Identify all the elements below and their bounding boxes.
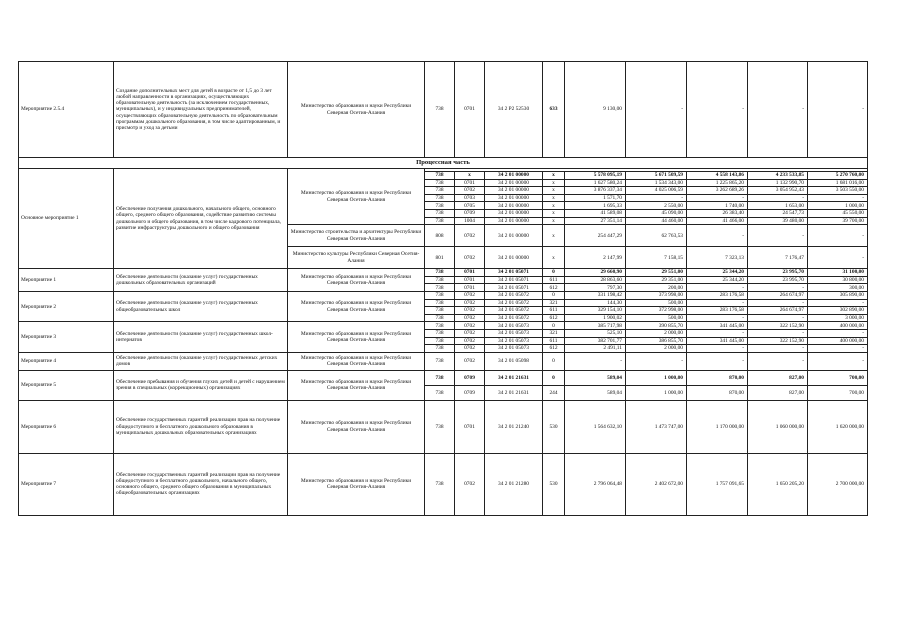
vr-cell: 0 <box>543 291 565 299</box>
table-row <box>19 158 868 169</box>
grbs-cell: 738 <box>425 202 455 210</box>
value-2020-cell: 2 000,00 <box>626 345 687 353</box>
value-2021-cell: 1 740,00 <box>687 202 748 210</box>
vr-cell: x <box>543 225 565 247</box>
value-2021-cell: - <box>687 314 748 322</box>
rzpr-cell: 0702 <box>455 453 485 515</box>
vr-cell: 611 <box>543 276 565 284</box>
value-2019-cell: 29 660,90 <box>565 269 626 277</box>
value-2019-cell: - <box>565 352 626 370</box>
value-2023-cell: - <box>808 352 868 370</box>
value-2019-cell: 254 447,29 <box>565 225 626 247</box>
rzpr-cell: 0709 <box>455 370 485 385</box>
value-2021-cell: - <box>687 62 748 158</box>
vr-cell: 612 <box>543 314 565 322</box>
value-2019-cell: 144,30 <box>565 299 626 307</box>
grbs-cell: 738 <box>425 453 455 515</box>
grbs-cell: 738 <box>425 352 455 370</box>
value-2022-cell: 3 054 952,43 <box>748 187 808 195</box>
rzpr-cell: 0703 <box>455 194 485 202</box>
vr-cell: x <box>543 179 565 187</box>
rzpr-cell: 0702 <box>455 345 485 353</box>
value-2022-cell: 24 547,73 <box>748 209 808 217</box>
rzpr-cell: 0705 <box>455 202 485 210</box>
value-2021-cell: 283 176,58 <box>687 307 748 315</box>
activity-title: Мероприятие 4 <box>19 352 114 370</box>
vr-cell: 612 <box>543 284 565 292</box>
value-2021-cell: 41 466,00 <box>687 217 748 225</box>
value-2019-cell: 589,04 <box>565 370 626 385</box>
csr-cell: 34 2 01 05073 <box>485 329 543 337</box>
value-2023-cell: 300,00 <box>808 284 868 292</box>
value-2022-cell: 1 060 000,00 <box>748 400 808 453</box>
value-2023-cell: 700,00 <box>808 385 868 400</box>
value-2023-cell: - <box>808 299 868 307</box>
value-2019-cell: 525,10 <box>565 329 626 337</box>
csr-cell: 34 2 01 21280 <box>485 453 543 515</box>
value-2022-cell: 322 152,90 <box>748 322 808 330</box>
value-2023-cell: 30 800,00 <box>808 276 868 284</box>
value-2022-cell: - <box>748 194 808 202</box>
table-row <box>19 352 868 370</box>
value-2021-cell: - <box>687 194 748 202</box>
value-2019-cell: 41 589,08 <box>565 209 626 217</box>
rzpr-cell: 0702 <box>455 187 485 195</box>
responsible-org: Министерство образования и науки Республики Северная Осетия-Алания <box>288 370 425 400</box>
value-2020-cell: 500,00 <box>626 314 687 322</box>
csr-cell: 34 2 01 21240 <box>485 400 543 453</box>
value-2022-cell: 1 650 205,20 <box>748 453 808 515</box>
value-2023-cell: 302 890,00 <box>808 307 868 315</box>
value-2023-cell: 2 700 000,00 <box>808 453 868 515</box>
rzpr-cell: 0701 <box>455 179 485 187</box>
rzpr-cell: 0702 <box>455 299 485 307</box>
grbs-cell: 738 <box>425 62 455 158</box>
value-2020-cell: 5 671 509,59 <box>626 172 687 180</box>
value-2021-cell: 1 170 000,00 <box>687 400 748 453</box>
table-row <box>19 400 868 453</box>
grbs-cell: 738 <box>425 269 455 277</box>
value-2023-cell: 400 000,00 <box>808 322 868 330</box>
value-2019-cell: 28 863,60 <box>565 276 626 284</box>
rzpr-cell: 0702 <box>455 322 485 330</box>
csr-cell: 34 2 01 00000 <box>485 217 543 225</box>
activity-description: Обеспечение пребывания и обучения глухих детей и детей с нарушением зрения в специальных (коррекционных) организациях <box>114 370 288 400</box>
vr-cell: x <box>543 202 565 210</box>
value-2022-cell: - <box>748 352 808 370</box>
value-2021-cell: 1 757 091,65 <box>687 453 748 515</box>
grbs-cell: 738 <box>425 217 455 225</box>
activity-title: Мероприятие 7 <box>19 453 114 515</box>
value-2022-cell: 1 132 990,70 <box>748 179 808 187</box>
value-2022-cell: 264 674,97 <box>748 307 808 315</box>
responsible-org: Министерство образования и науки Республики Северная Осетия-Алания <box>288 352 425 370</box>
rzpr-cell: 0702 <box>455 307 485 315</box>
responsible-org: Министерство образования и науки Республики Северная Осетия-Алания <box>288 322 425 352</box>
grbs-cell: 738 <box>425 194 455 202</box>
value-2020-cell: - <box>626 62 687 158</box>
value-2021-cell: 25 344,20 <box>687 269 748 277</box>
section-title: Процессная часть <box>19 158 868 169</box>
vr-cell: 0 <box>543 269 565 277</box>
responsible-org: Министерство образования и науки Республики Северная Осетия-Алания <box>288 400 425 453</box>
value-2020-cell: 29 351,00 <box>626 276 687 284</box>
activity-title: Мероприятие 6 <box>19 400 114 453</box>
activity-description: Обеспечение государственных гарантий реализации прав на получение общедоступного и бесплатного дошкольного образования в муниципальных дошкольных образовательных организациях <box>114 400 288 453</box>
value-2022-cell: - <box>748 225 808 247</box>
value-2019-cell: 331 198,42 <box>565 291 626 299</box>
grbs-cell: 738 <box>425 337 455 345</box>
value-2019-cell: 2 147,99 <box>565 247 626 269</box>
value-2023-cell: 1 000,00 <box>808 202 868 210</box>
grbs-cell: 738 <box>425 299 455 307</box>
value-2022-cell: - <box>748 345 808 353</box>
value-2023-cell: 45 550,00 <box>808 209 868 217</box>
csr-cell: 34 2 01 05071 <box>485 284 543 292</box>
rzpr-cell: 0701 <box>455 284 485 292</box>
value-2023-cell: 700,00 <box>808 370 868 385</box>
value-2023-cell: 3 503 550,00 <box>808 187 868 195</box>
grbs-cell: 801 <box>425 247 455 269</box>
vr-cell: 321 <box>543 329 565 337</box>
value-2019-cell: 5 578 095,19 <box>565 172 626 180</box>
vr-cell: x <box>543 172 565 180</box>
csr-cell: 34 2 01 00000 <box>485 187 543 195</box>
responsible-org: Министерство образования и науки Республики Северная Осетия-Алания <box>288 453 425 515</box>
value-2020-cell: 1 534 343,00 <box>626 179 687 187</box>
budget-table <box>18 61 868 516</box>
grbs-cell: 738 <box>425 370 455 385</box>
grbs-cell: 738 <box>425 385 455 400</box>
rzpr-cell: 1004 <box>455 217 485 225</box>
rzpr-cell: 0709 <box>455 209 485 217</box>
rzpr-cell: 0702 <box>455 291 485 299</box>
value-2020-cell: 373 998,00 <box>626 291 687 299</box>
value-2022-cell: 1 653,00 <box>748 202 808 210</box>
value-2022-cell: 322 152,90 <box>748 337 808 345</box>
value-2020-cell: 45 090,00 <box>626 209 687 217</box>
grbs-cell: 738 <box>425 345 455 353</box>
rzpr-cell: 0702 <box>455 337 485 345</box>
rzpr-cell: 0709 <box>455 385 485 400</box>
value-2019-cell: 1 571,70 <box>565 194 626 202</box>
value-2019-cell: 1 627 580,24 <box>565 179 626 187</box>
value-2023-cell: - <box>808 345 868 353</box>
grbs-cell: 738 <box>425 209 455 217</box>
activity-description: Обеспечение деятельности (оказание услуг) государственных дошкольных образовательных организаций <box>114 269 288 292</box>
vr-cell: 0 <box>543 370 565 385</box>
value-2020-cell: - <box>626 194 687 202</box>
vr-cell: x <box>543 217 565 225</box>
responsible-org: Министерство образования и науки Республики Северная Осетия-Алания <box>288 62 425 158</box>
csr-cell: 34 2 01 05073 <box>485 337 543 345</box>
table-row <box>19 322 868 330</box>
rzpr-cell: 0702 <box>455 352 485 370</box>
value-2021-cell: 25 344,20 <box>687 276 748 284</box>
value-2021-cell: 341 445,00 <box>687 322 748 330</box>
table-row <box>19 269 868 277</box>
value-2021-cell: 283 176,58 <box>687 291 748 299</box>
activity-description: Обеспечение деятельности (оказание услуг) государственных школ-интернатов <box>114 322 288 352</box>
rzpr-cell: 0702 <box>455 314 485 322</box>
value-2023-cell: - <box>808 225 868 247</box>
vr-cell: 633 <box>543 62 565 158</box>
value-2021-cell: - <box>687 284 748 292</box>
vr-cell: 530 <box>543 400 565 453</box>
vr-cell: 612 <box>543 345 565 353</box>
rzpr-cell: x <box>455 172 485 180</box>
csr-cell: 34 2 01 05072 <box>485 299 543 307</box>
grbs-cell: 738 <box>425 329 455 337</box>
value-2022-cell: 827,00 <box>748 370 808 385</box>
value-2019-cell: 382 701,77 <box>565 337 626 345</box>
value-2022-cell: 23 995,70 <box>748 269 808 277</box>
value-2019-cell: 797,30 <box>565 284 626 292</box>
value-2022-cell: - <box>748 299 808 307</box>
responsible-org: Министерство культуры Республики Северная Осетия-Алания <box>288 247 425 269</box>
csr-cell: 34 2 01 05073 <box>485 345 543 353</box>
value-2023-cell: 31 100,00 <box>808 269 868 277</box>
value-2021-cell: 870,00 <box>687 385 748 400</box>
value-2020-cell: 44 460,00 <box>626 217 687 225</box>
csr-cell: 34 2 01 00000 <box>485 247 543 269</box>
value-2019-cell: 329 154,10 <box>565 307 626 315</box>
rzpr-cell: 0702 <box>455 225 485 247</box>
activity-description: Обеспечение деятельности (оказание услуг) государственных детских домов <box>114 352 288 370</box>
vr-cell: 611 <box>543 307 565 315</box>
responsible-org: Министерство строительства и архитектуры Республики Северная Осетия-Алания <box>288 225 425 247</box>
value-2023-cell: 5 270 760,00 <box>808 172 868 180</box>
activity-title: Мероприятие 2.5.4 <box>19 62 114 158</box>
value-2020-cell: - <box>626 352 687 370</box>
csr-cell: 34 2 01 00000 <box>485 179 543 187</box>
value-2023-cell: 400 000,00 <box>808 337 868 345</box>
rzpr-cell: 0701 <box>455 276 485 284</box>
rzpr-cell: 0701 <box>455 400 485 453</box>
value-2019-cell: 1 564 632,10 <box>565 400 626 453</box>
csr-cell: 34 2 01 05072 <box>485 307 543 315</box>
value-2020-cell: 2 402 672,00 <box>626 453 687 515</box>
grbs-cell: 738 <box>425 172 455 180</box>
grbs-cell: 738 <box>425 307 455 315</box>
value-2019-cell: 385 717,98 <box>565 322 626 330</box>
value-2022-cell: - <box>748 329 808 337</box>
value-2021-cell: - <box>687 299 748 307</box>
value-2022-cell: - <box>748 314 808 322</box>
value-2021-cell: 1 225 865,20 <box>687 179 748 187</box>
value-2021-cell: 3 262 689,26 <box>687 187 748 195</box>
value-2021-cell: 26 383,40 <box>687 209 748 217</box>
value-2019-cell: 589,04 <box>565 385 626 400</box>
value-2020-cell: 500,00 <box>626 299 687 307</box>
value-2020-cell: 386 855,70 <box>626 337 687 345</box>
csr-cell: 34 2 01 00000 <box>485 209 543 217</box>
value-2020-cell: 390 855,70 <box>626 322 687 330</box>
vr-cell: x <box>543 247 565 269</box>
vr-cell: 530 <box>543 453 565 515</box>
responsible-org: Министерство образования и науки Республики Северная Осетия-Алания <box>288 169 425 225</box>
value-2023-cell: 3 000,00 <box>808 314 868 322</box>
value-2021-cell: 4 558 143,86 <box>687 172 748 180</box>
activity-title: Мероприятие 5 <box>19 370 114 400</box>
table-row <box>19 370 868 385</box>
value-2023-cell: - <box>808 247 868 269</box>
value-2020-cell: 200,00 <box>626 284 687 292</box>
table-row <box>19 291 868 299</box>
value-2020-cell: 2 000,00 <box>626 329 687 337</box>
csr-cell: 34 2 01 05071 <box>485 276 543 284</box>
value-2023-cell: - <box>808 62 868 158</box>
value-2022-cell: 4 233 533,85 <box>748 172 808 180</box>
rzpr-cell: 0701 <box>455 62 485 158</box>
vr-cell: 0 <box>543 322 565 330</box>
table-row <box>19 62 868 158</box>
value-2021-cell: - <box>687 329 748 337</box>
csr-cell: 34 2 01 21631 <box>485 370 543 385</box>
activity-title: Мероприятие 2 <box>19 291 114 321</box>
value-2020-cell: 1 000,00 <box>626 385 687 400</box>
csr-cell: 34 2 01 00000 <box>485 202 543 210</box>
value-2021-cell: 7 323,13 <box>687 247 748 269</box>
value-2020-cell: 62 763,53 <box>626 225 687 247</box>
grbs-cell: 738 <box>425 284 455 292</box>
value-2022-cell: 23 995,70 <box>748 276 808 284</box>
value-2020-cell: 2 550,00 <box>626 202 687 210</box>
responsible-org: Министерство образования и науки Республики Северная Осетия-Алания <box>288 269 425 292</box>
vr-cell: 244 <box>543 385 565 400</box>
value-2019-cell: 2 491,11 <box>565 345 626 353</box>
value-2022-cell: 39 480,00 <box>748 217 808 225</box>
value-2020-cell: 1 000,00 <box>626 370 687 385</box>
activity-description: Обеспечение деятельности (оказание услуг) государственных общеобразовательных школ <box>114 291 288 321</box>
grbs-cell: 808 <box>425 225 455 247</box>
activity-description: Обеспечение получения дошкольного, начального общего, основного общего, среднего общего образования, содействие развитию системы дошкольного и общего образования, в том числе кадрового потенциала, развитие инфраструктуры дошкольного и общего образования <box>114 169 288 269</box>
table-row <box>19 453 868 515</box>
grbs-cell: 738 <box>425 314 455 322</box>
rzpr-cell: 0702 <box>455 329 485 337</box>
value-2021-cell: 870,00 <box>687 370 748 385</box>
csr-cell: 34 2 01 00000 <box>485 172 543 180</box>
value-2023-cell: 1 681 016,00 <box>808 179 868 187</box>
vr-cell: 611 <box>543 337 565 345</box>
csr-cell: 34 2 01 00000 <box>485 225 543 247</box>
csr-cell: 34 2 01 05098 <box>485 352 543 370</box>
activity-title: Мероприятие 1 <box>19 269 114 292</box>
value-2019-cell: 1 900,02 <box>565 314 626 322</box>
grbs-cell: 738 <box>425 276 455 284</box>
value-2020-cell: 372 998,00 <box>626 307 687 315</box>
value-2023-cell: 1 620 000,00 <box>808 400 868 453</box>
csr-cell: 34 2 01 05073 <box>485 322 543 330</box>
value-2019-cell: 2 796 064,48 <box>565 453 626 515</box>
value-2020-cell: 29 551,00 <box>626 269 687 277</box>
activity-description: Создание дополнительных мест для детей в возрасте от 1,5 до 3 лет любой направленности в организациях, осуществляющих образовательную деятельность (за исключением государственных, муниципальных), и у индивидуальных предпринимателей, осуществляющих образовательную деятельность по образовательным программам дошкольного образования, в том числе адаптированным, и присмотр и уход за детьми <box>114 62 288 158</box>
responsible-org: Министерство образования и науки Республики Северная Осетия-Алания <box>288 291 425 321</box>
vr-cell: x <box>543 209 565 217</box>
rzpr-cell: 0701 <box>455 269 485 277</box>
grbs-cell: 738 <box>425 400 455 453</box>
value-2020-cell: 4 025 006,59 <box>626 187 687 195</box>
vr-cell: 321 <box>543 299 565 307</box>
csr-cell: 34 2 01 00000 <box>485 194 543 202</box>
activity-description: Обеспечение государственных гарантий реализации прав на получение общедоступного и бесплатного дошкольного, начального общего, основного общего, среднего общего образования в муниципальных общеобразовательных организациях <box>114 453 288 515</box>
csr-cell: 34 2 01 05072 <box>485 291 543 299</box>
value-2023-cell: - <box>808 194 868 202</box>
grbs-cell: 738 <box>425 291 455 299</box>
value-2019-cell: 3 876 337,34 <box>565 187 626 195</box>
vr-cell: 0 <box>543 352 565 370</box>
value-2022-cell: 264 674,97 <box>748 291 808 299</box>
value-2019-cell: 27 351,14 <box>565 217 626 225</box>
vr-cell: x <box>543 187 565 195</box>
value-2022-cell: 7 176,47 <box>748 247 808 269</box>
value-2019-cell: 9 130,00 <box>565 62 626 158</box>
value-2023-cell: 39 700,00 <box>808 217 868 225</box>
activity-title: Мероприятие 3 <box>19 322 114 352</box>
csr-cell: 34 2 01 21631 <box>485 385 543 400</box>
csr-cell: 34 2 01 05071 <box>485 269 543 277</box>
value-2021-cell: - <box>687 352 748 370</box>
value-2020-cell: 1 473 747,00 <box>626 400 687 453</box>
value-2021-cell: - <box>687 225 748 247</box>
activity-title: Основное мероприятие 1 <box>19 169 114 269</box>
value-2023-cell: 305 890,00 <box>808 291 868 299</box>
rzpr-cell: 0702 <box>455 247 485 269</box>
value-2022-cell: - <box>748 62 808 158</box>
grbs-cell: 738 <box>425 179 455 187</box>
grbs-cell: 738 <box>425 187 455 195</box>
value-2022-cell: 827,00 <box>748 385 808 400</box>
grbs-cell: 738 <box>425 322 455 330</box>
csr-cell: 34 2 P2 52530 <box>485 62 543 158</box>
value-2022-cell: - <box>748 284 808 292</box>
value-2021-cell: - <box>687 345 748 353</box>
value-2019-cell: 1 695,33 <box>565 202 626 210</box>
vr-cell: x <box>543 194 565 202</box>
value-2020-cell: 7 158,15 <box>626 247 687 269</box>
value-2021-cell: 341 445,00 <box>687 337 748 345</box>
csr-cell: 34 2 01 05072 <box>485 314 543 322</box>
value-2023-cell: - <box>808 329 868 337</box>
